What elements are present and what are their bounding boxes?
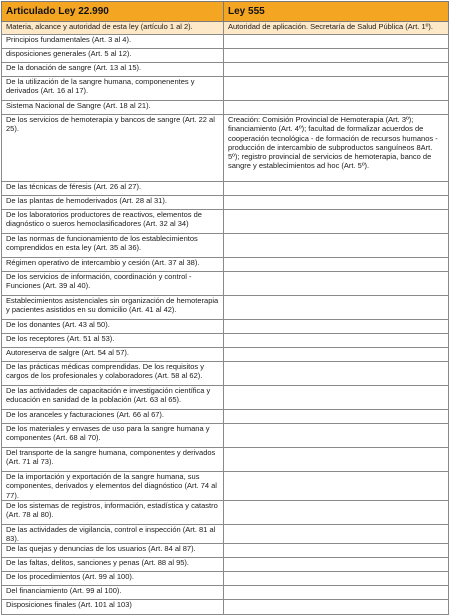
row-ley-22990-cell: De los servicios de información, coordinación y control - Funciones (Art. 39 al 40). — [2, 272, 224, 296]
row-ley-555-cell — [224, 558, 449, 572]
table-row — [2, 586, 449, 600]
row-ley-22990-cell: De las técnicas de féresis (Art. 26 al 27). — [2, 182, 224, 196]
row-ley-555-cell — [224, 600, 449, 615]
row-ley-555-cell — [224, 500, 449, 524]
table-row — [2, 63, 449, 77]
table-row — [2, 296, 449, 320]
row-ley-22990-cell: De los servicios de hemoterapia y bancos de sangre (Art. 22 al 25). — [2, 115, 224, 182]
table-row — [2, 410, 449, 424]
row-ley-555-cell — [224, 49, 449, 63]
table-row — [2, 272, 449, 296]
table-row — [2, 35, 449, 49]
law-comparison-table — [1, 1, 449, 615]
row-ley-22990-cell: Del transporte de la sangre humana, componentes y derivados (Art. 71 al 73). — [2, 448, 224, 472]
row-ley-555-cell — [224, 296, 449, 320]
row-ley-555-cell — [224, 35, 449, 49]
row-ley-22990-cell: Del financiamiento (Art. 99 al 100). — [2, 586, 224, 600]
row-ley-555-cell — [224, 320, 449, 334]
table-row — [2, 334, 449, 348]
table-row — [2, 448, 449, 472]
table-row — [2, 524, 449, 544]
row-ley-555-cell — [224, 424, 449, 448]
row-ley-22990-cell: Sistema Nacional de Sangre (Art. 18 al 21). — [2, 101, 224, 115]
row-ley-22990-cell: De los procedimientos (Art. 99 al 100). — [2, 572, 224, 586]
row-ley-22990-cell: De las faltas, delitos, sanciones y penas (Art. 88 al 95). — [2, 558, 224, 572]
table-row — [2, 196, 449, 210]
row-ley-555-cell — [224, 544, 449, 558]
row-ley-22990-cell: De los materiales y envases de uso para la sangre humana y componentes (Art. 68 al 70). — [2, 424, 224, 448]
row-ley-22990-cell: Establecimientos asistenciales sin organización de hemoterapia y pacientes asistidos en su domicilio (Art. 41 al 42). — [2, 296, 224, 320]
row-ley-22990-cell: De los laboratorios productores de reactivos, elementos de diagnóstico o sueros hemoclasificadores (Art. 32 al 34) — [2, 210, 224, 234]
table-row — [2, 101, 449, 115]
row-ley-22990-cell: De las actividades de capacitación e investigación científica y educación en sanidad de la población (Art. 63 al 65). — [2, 386, 224, 410]
header-col-ley-22990: Articulado Ley 22.990 — [2, 2, 224, 22]
table-row — [2, 424, 449, 448]
row-ley-555-cell — [224, 586, 449, 600]
row-ley-555-cell: Autoridad de aplicación. Secretaría de Salud Pública (Art. 1º). — [224, 22, 449, 35]
table-row — [2, 49, 449, 63]
row-ley-22990-cell: De los sistemas de registros, información, estadística y catastro (Art. 78 al 80). — [2, 500, 224, 524]
row-ley-22990-cell: Autoreserva de salgre (Art. 54 al 57). — [2, 348, 224, 362]
row-ley-555-cell — [224, 362, 449, 386]
table-row — [2, 258, 449, 272]
table-row — [2, 362, 449, 386]
row-ley-22990-cell: De las quejas y denuncias de los usuarios (Art. 84 al 87). — [2, 544, 224, 558]
table-row — [2, 572, 449, 586]
row-ley-555-cell — [224, 272, 449, 296]
row-ley-555-cell — [224, 77, 449, 101]
row-ley-555-cell — [224, 348, 449, 362]
row-ley-22990-cell: De las actividades de vigilancia, control e inspección (Art. 81 al 83). — [2, 524, 224, 544]
row-ley-555-cell — [224, 448, 449, 472]
row-ley-22990-cell: De la donación de sangre (Art. 13 al 15). — [2, 63, 224, 77]
table-body — [2, 22, 449, 615]
row-ley-22990-cell: De las plantas de hemoderivados (Art. 28 al 31). — [2, 196, 224, 210]
row-ley-555-cell: Creación: Comisión Provincial de Hemoterapia (Art. 3º); financiamiento (Art. 4º); facultad de formalizar acuerdos de cooperación tecnológica - de formación de recursos humanos - producción de intercambio de subproductos sanguíneos 8Art. 5º); registro provincial de servicios de hemoterapia, banco de sangre y establecimientos ad hoc (Art. 5º). — [224, 115, 449, 182]
table-row — [2, 182, 449, 196]
table-row — [2, 600, 449, 615]
row-ley-22990-cell: Disposiciones finales (Art. 101 al 103) — [2, 600, 224, 615]
table-row — [2, 348, 449, 362]
row-ley-555-cell — [224, 410, 449, 424]
row-ley-555-cell — [224, 258, 449, 272]
table-row — [2, 386, 449, 410]
row-ley-555-cell — [224, 210, 449, 234]
table-row — [2, 115, 449, 182]
table-row — [2, 500, 449, 524]
row-ley-22990-cell: De las prácticas médicas comprendidas. De los requisitos y cargos de los profesionales y colaboradores (Art. 58 al 62). — [2, 362, 224, 386]
table-row — [2, 210, 449, 234]
row-ley-555-cell — [224, 234, 449, 258]
table-header-row — [2, 2, 449, 22]
row-ley-22990-cell: Materia, alcance y autoridad de esta ley (artículo 1 al 2). — [2, 22, 224, 35]
table-row — [2, 544, 449, 558]
table-row — [2, 472, 449, 501]
row-ley-22990-cell: De la utilización de la sangre humana, componenentes y derivados (Art. 16 al 17). — [2, 77, 224, 101]
table-row — [2, 320, 449, 334]
row-ley-555-cell — [224, 472, 449, 501]
table-row — [2, 558, 449, 572]
row-ley-555-cell — [224, 182, 449, 196]
row-ley-555-cell — [224, 101, 449, 115]
table-row — [2, 234, 449, 258]
table-row — [2, 77, 449, 101]
row-ley-22990-cell: Principios fundamentales (Art. 3 al 4). — [2, 35, 224, 49]
header-col-ley-555: Ley 555 — [224, 2, 449, 22]
row-ley-22990-cell: De la importación y exportación de la sangre humana, sus componentes, derivados y elementos del diagnóstico (Art. 74 al 77). — [2, 472, 224, 501]
row-ley-22990-cell: disposiciones generales (Art. 5 al 12). — [2, 49, 224, 63]
row-ley-555-cell — [224, 386, 449, 410]
row-ley-555-cell — [224, 572, 449, 586]
row-ley-22990-cell: De las normas de funcionamiento de los establecimientos comprendidos en esta ley (Art. 35 al 36). — [2, 234, 224, 258]
row-ley-22990-cell: Régimen operativo de intercambio y cesión (Art. 37 al 38). — [2, 258, 224, 272]
row-ley-22990-cell: De los receptores (Art. 51 al 53). — [2, 334, 224, 348]
row-ley-22990-cell: De los donantes (Art. 43 al 50). — [2, 320, 224, 334]
row-ley-555-cell — [224, 63, 449, 77]
row-ley-555-cell — [224, 334, 449, 348]
row-ley-555-cell — [224, 196, 449, 210]
row-ley-555-cell — [224, 524, 449, 544]
table-row — [2, 22, 449, 35]
row-ley-22990-cell: De los aranceles y facturaciones (Art. 66 al 67). — [2, 410, 224, 424]
